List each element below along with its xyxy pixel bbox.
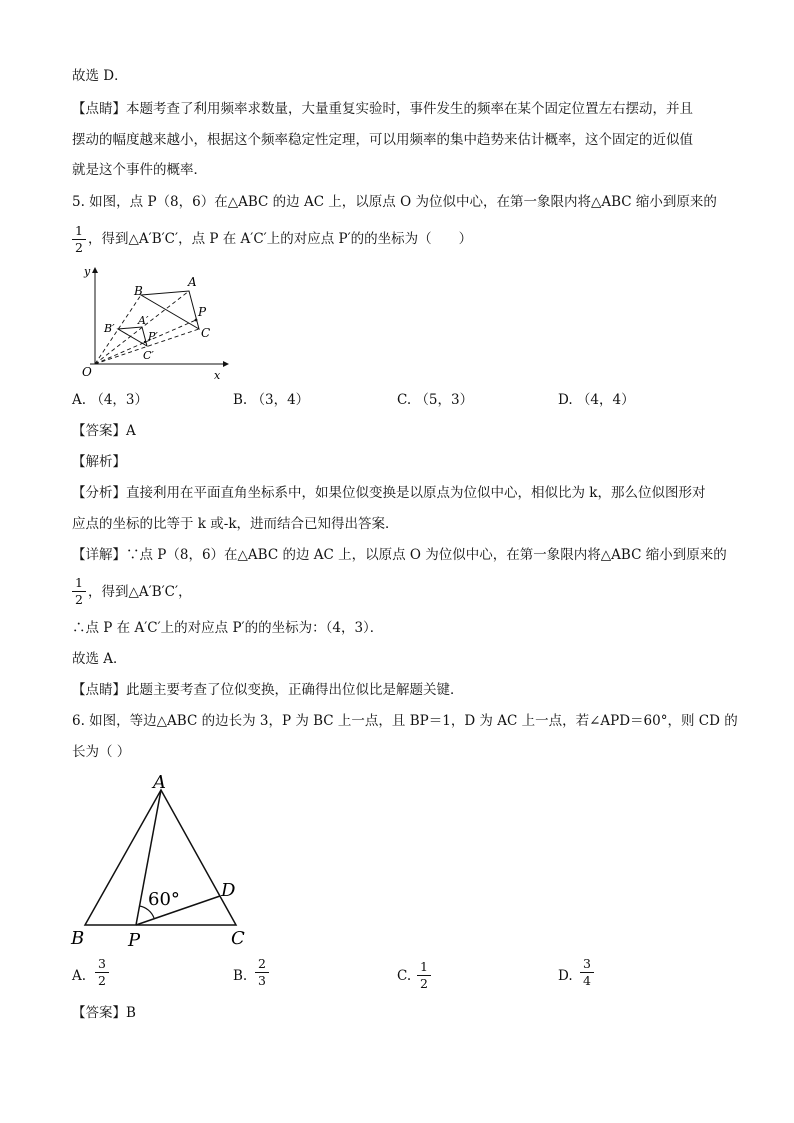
fraction bbox=[72, 224, 86, 255]
q5-option-b: B. （3，4） bbox=[233, 392, 310, 408]
dianjing-text: 此题主要考查了位似变换，正确得出位似比是解题关键． bbox=[126, 682, 464, 698]
label-C: C bbox=[201, 326, 211, 340]
label-P: P bbox=[128, 930, 141, 951]
question-5-line-2: ，得到△A′B′C′，点 P 在 A′C′上的对应点 P′的的坐标为（ ） bbox=[88, 231, 473, 247]
text-line: 摆动的幅度越来越小，根据这个频率稳定性定理，可以用频率的集中趋势来估计概率，这个固定的近似值 bbox=[72, 132, 693, 148]
q6-triangle-figure bbox=[66, 772, 256, 952]
q5-option-a: A. （4，3） bbox=[72, 392, 149, 408]
label-A2: A′ bbox=[138, 314, 149, 327]
fraction-numerator: 3 bbox=[98, 956, 106, 971]
label-B: B bbox=[71, 928, 85, 949]
q6-option-d-label: D. bbox=[558, 968, 573, 984]
question-6-line-2: 长为（ ） bbox=[72, 744, 131, 760]
point-P bbox=[195, 319, 198, 322]
label-P2: P′ bbox=[148, 330, 158, 343]
fraction-denominator: 3 bbox=[258, 973, 266, 988]
text-line: 就是这个事件的概率． bbox=[72, 162, 207, 178]
triangle-ABC bbox=[141, 291, 199, 329]
label-P: P bbox=[198, 305, 207, 319]
origin-label: O bbox=[82, 365, 92, 379]
q6-option-c-label: C. bbox=[397, 968, 412, 984]
analysis-line-2: 应点的坐标的比等于 k 或-k，进而结合已知得出答案． bbox=[72, 516, 399, 532]
label-C: C bbox=[231, 928, 245, 949]
q6-option-c-fraction bbox=[417, 960, 431, 991]
analysis-line-1 bbox=[72, 483, 705, 503]
dianjing-text: 本题考查了利用频率求数量，大量重复实验时，事件发生的频率在某个固定位置左右摆动，并且 bbox=[126, 101, 693, 117]
answer-line bbox=[72, 421, 136, 441]
analysis-text: 直接利用在平面直角坐标系中，如果位似变换是以原点为位似中心，相似比为 k，那么位似图形对 bbox=[126, 485, 706, 501]
fraction-denominator: 2 bbox=[98, 973, 106, 988]
dianjing-tag: 【点睛】 bbox=[72, 682, 126, 698]
answer-tag: 【答案】 bbox=[72, 423, 126, 439]
q6-option-b-label: B. bbox=[233, 968, 248, 984]
fraction-denominator: 2 bbox=[75, 592, 83, 607]
detail-line-2: ，得到△A′B′C′， bbox=[88, 584, 192, 600]
label-A: A bbox=[188, 275, 197, 289]
answer-line bbox=[72, 1003, 136, 1023]
dianjing-tag: 【点睛】 bbox=[72, 101, 126, 117]
fraction-numerator: 1 bbox=[75, 223, 83, 238]
detail-text: ∵点 P（8，6）在△ABC 的边 AC 上，以原点 O 为位似中心，在第一象限内将△ABC 缩小到原来的 bbox=[126, 547, 727, 563]
fraction-numerator: 2 bbox=[258, 956, 266, 971]
answer-tag: 【答案】 bbox=[72, 1005, 126, 1021]
label-B2: B′ bbox=[104, 322, 115, 335]
fraction-numerator: 1 bbox=[75, 575, 83, 590]
detail-tag: 【详解】 bbox=[72, 547, 126, 563]
label-C2: C′ bbox=[143, 349, 154, 362]
detail-line-4: 故选 A． bbox=[72, 651, 127, 667]
question-6-line-1: 6. 如图，等边△ABC 的边长为 3，P 为 BC 上一点，且 BP＝1，D 为 AC 上一点，若∠APD＝60°，则 CD 的 bbox=[72, 713, 738, 729]
answer-value: A bbox=[126, 423, 136, 439]
analysis-tag: 【分析】 bbox=[72, 485, 126, 501]
fraction bbox=[72, 576, 86, 607]
label-D: D bbox=[221, 880, 236, 901]
x-axis-label: x bbox=[214, 369, 221, 382]
y-axis-label: y bbox=[84, 265, 91, 278]
detail-line-1 bbox=[72, 545, 727, 565]
label-B: B bbox=[134, 284, 143, 298]
fraction-numerator: 3 bbox=[583, 956, 591, 971]
q6-option-d-fraction bbox=[580, 957, 594, 988]
triangle-A2B2C2 bbox=[118, 327, 147, 346]
fraction-denominator: 2 bbox=[75, 240, 83, 255]
detail-line-3: ∴点 P 在 A′C′上的对应点 P′的的坐标为：（4，3）． bbox=[72, 620, 384, 636]
q6-option-b-fraction bbox=[255, 957, 269, 988]
q6-option-a-fraction bbox=[95, 957, 109, 988]
text-line bbox=[72, 99, 693, 119]
question-5-line-1: 5. 如图，点 P（8，6）在△ABC 的边 AC 上，以原点 O 为位似中心，在第一象限内将△ABC 缩小到原来的 bbox=[72, 194, 717, 210]
fraction-denominator: 2 bbox=[420, 976, 428, 991]
answer-value: B bbox=[126, 1005, 136, 1021]
jiexi-tag: 【解析】 bbox=[72, 454, 126, 470]
text-line: 故选 D． bbox=[72, 68, 128, 84]
point-P2 bbox=[144, 341, 146, 343]
dianjing-line bbox=[72, 680, 464, 700]
fraction-numerator: 1 bbox=[420, 959, 428, 974]
q6-option-a-label: A. bbox=[72, 968, 87, 984]
angle-label: 60° bbox=[148, 889, 180, 910]
q5-coordinate-figure bbox=[72, 262, 237, 382]
fraction-denominator: 4 bbox=[583, 973, 591, 988]
label-A: A bbox=[153, 772, 166, 793]
q5-option-d: D. （4，4） bbox=[558, 392, 635, 408]
q5-option-c: C. （5，3） bbox=[397, 392, 474, 408]
